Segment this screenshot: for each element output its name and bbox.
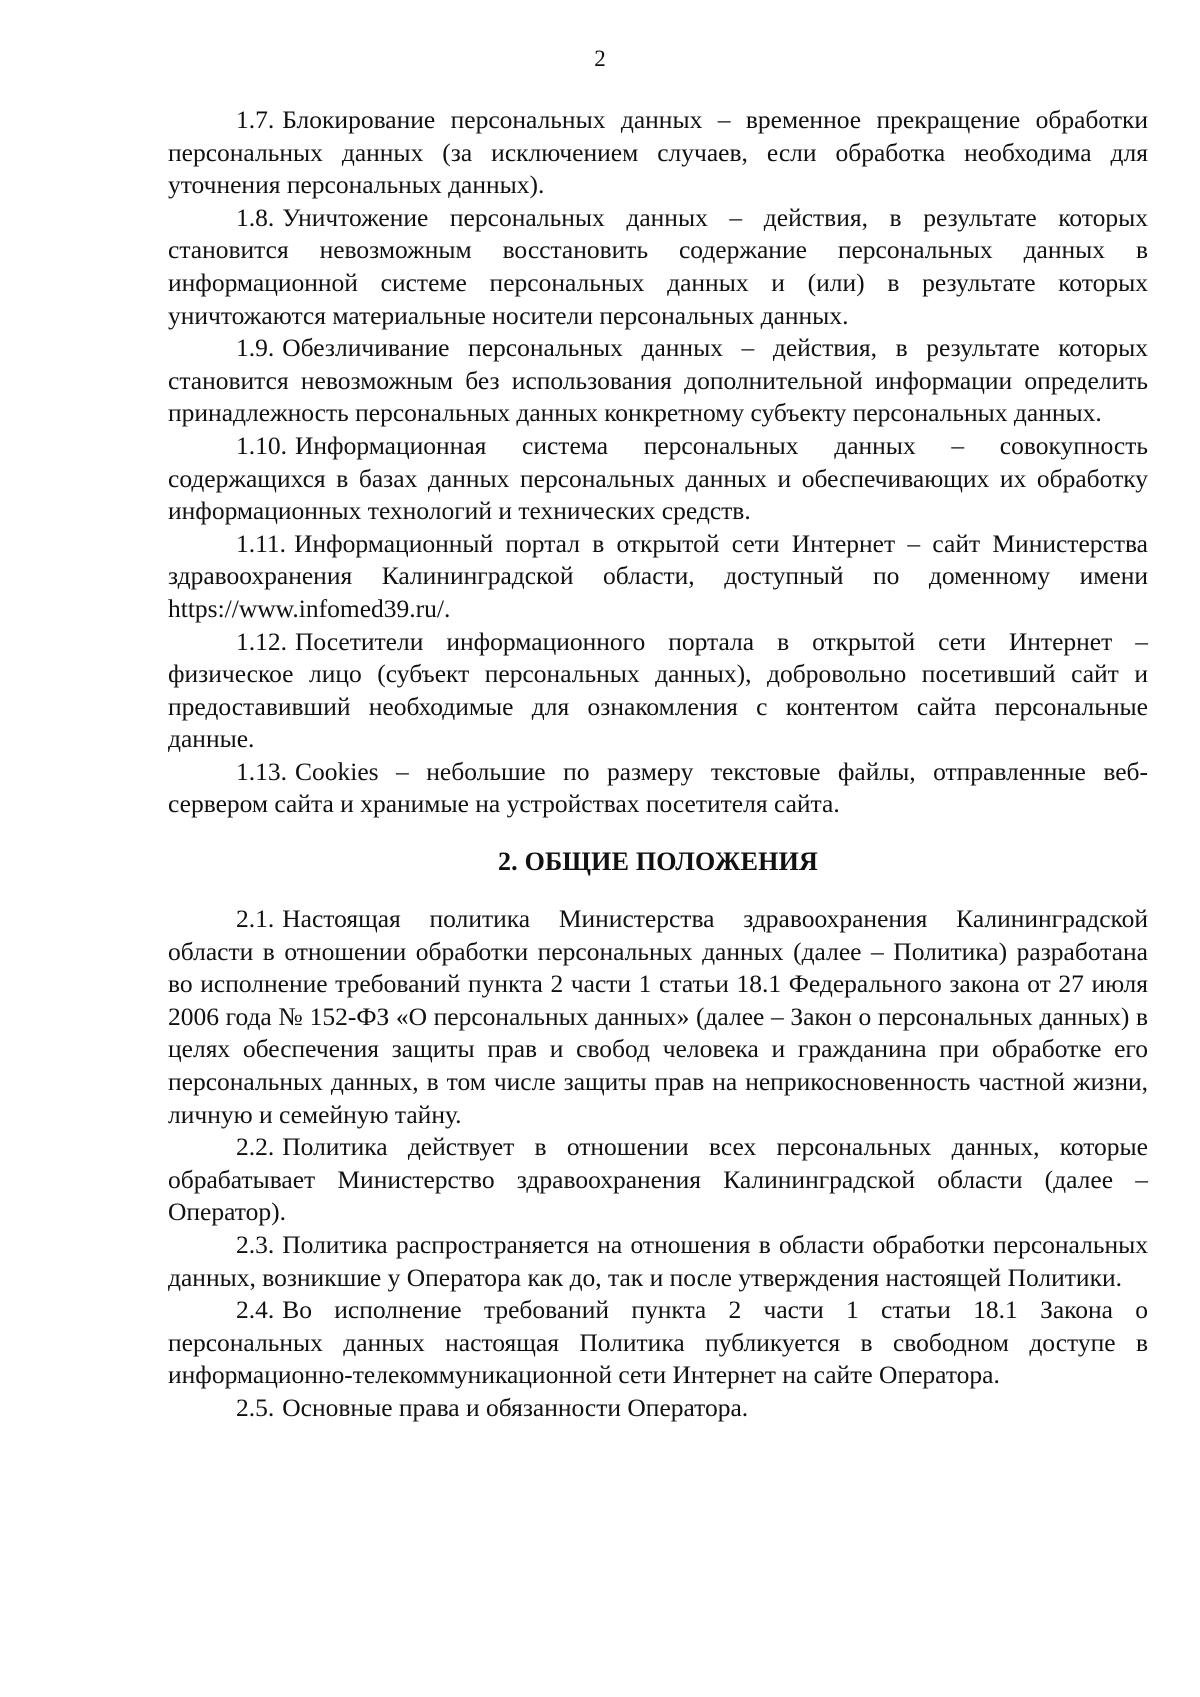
clause-number: 1.11. bbox=[236, 528, 287, 558]
clause-text: Политика распространяется на отношения в области обработки персональных данных, возникшие у Оператора как до, так и после утверждения настоящей Политики. bbox=[168, 1230, 1148, 1292]
clause-text: Настоящая политика Министерства здравоохранения Калининградской области в отношении обработки персональных данных (далее – Политика) разработана во исполнение требований пункта 2 части 1 статьи 18.1 Федерального закона от 27 июля 2006 года № 152-ФЗ «О персональных данных» (далее – Закон о персональных данных) в целях обеспечения защиты прав и свобод человека и гражданина при обработке его персональных данных, в том числе защиты прав на неприкосновенность частной жизни, личную и семейную тайну. bbox=[168, 904, 1148, 1129]
clause-text: Уничтожение персональных данных – действия, в результате которых становится невозможным восстановить содержание персональных данных в информационной системе персональных данных и (или) в результате которых уничтожаются материальные носители персональных данных. bbox=[168, 202, 1148, 330]
definition-1-11 bbox=[168, 528, 1148, 626]
clause-2-3 bbox=[168, 1229, 1148, 1294]
clause-text: Основные права и обязанности Оператора. bbox=[282, 1392, 749, 1422]
clause-number: 1.9. bbox=[236, 333, 275, 363]
clause-text: Блокирование персональных данных – временное прекращение обработки персональных данных (за исключением случаев, если обработка необходима для уточнения персональных данных). bbox=[168, 105, 1148, 200]
definition-1-13 bbox=[168, 756, 1148, 821]
clause-number: 2.5. bbox=[236, 1392, 275, 1422]
clause-number: 1.12. bbox=[236, 626, 287, 656]
clause-text: Посетители информационного портала в открытой сети Интернет – физическое лицо (субъект персональных данных), добровольно посетивший сайт и предоставивший необходимые для ознакомления с контентом сайта персональные данные. bbox=[168, 626, 1148, 754]
clause-2-2 bbox=[168, 1131, 1148, 1229]
clause-text: Политика действует в отношении всех персональных данных, которые обрабатывает Министерство здравоохранения Калининградской области (далее – Оператор). bbox=[168, 1132, 1148, 1227]
clause-2-4 bbox=[168, 1294, 1148, 1392]
definition-1-7 bbox=[168, 104, 1148, 202]
definition-1-10 bbox=[168, 430, 1148, 528]
clause-number: 2.3. bbox=[236, 1230, 275, 1259]
definition-1-8 bbox=[168, 202, 1148, 332]
document-body bbox=[168, 104, 1148, 1425]
clause-2-5 bbox=[168, 1392, 1148, 1425]
clause-number: 1.7. bbox=[236, 105, 275, 134]
page-number: 2 bbox=[594, 46, 606, 71]
clause-number: 1.8. bbox=[236, 202, 275, 232]
definition-1-12 bbox=[168, 626, 1148, 756]
clause-text: Информационный портал в открытой сети Интернет – сайт Министерства здравоохранения Калининградской области, доступный по доменному имени https://www.infomed39.ru/. bbox=[168, 528, 1148, 623]
clause-number: 1.13. bbox=[236, 756, 287, 786]
clause-number: 1.10. bbox=[236, 430, 287, 460]
clause-text: Информационная система персональных данных – совокупность содержащихся в базах данных персональных данных и обеспечивающих их обработку информационных технологий и технических средств. bbox=[168, 430, 1148, 526]
clause-2-1 bbox=[168, 903, 1148, 1131]
section-2-heading: 2. ОБЩИЕ ПОЛОЖЕНИЯ bbox=[497, 847, 818, 877]
clause-text: Cookies – небольшие по размеру текстовые файлы, отправленные веб-сервером сайта и хранимые на устройствах посетителя сайта. bbox=[168, 756, 1148, 819]
definition-1-9 bbox=[168, 332, 1148, 430]
clause-text: Во исполнение требований пункта 2 части 1 статьи 18.1 Закона о персональных данных настоящая Политика публикуется в свободном доступе в информационно-телекоммуникационной сети Интернет на сайте Оператора. bbox=[168, 1295, 1148, 1390]
clause-number: 2.1. bbox=[236, 904, 275, 934]
clause-number: 2.2. bbox=[236, 1132, 275, 1162]
clause-number: 2.4. bbox=[236, 1295, 275, 1325]
clause-text: Обезличивание персональных данных – действия, в результате которых становится невозможным без использования дополнительной информации определить принадлежность персональных данных конкретному субъекту персональных данных. bbox=[168, 333, 1148, 428]
